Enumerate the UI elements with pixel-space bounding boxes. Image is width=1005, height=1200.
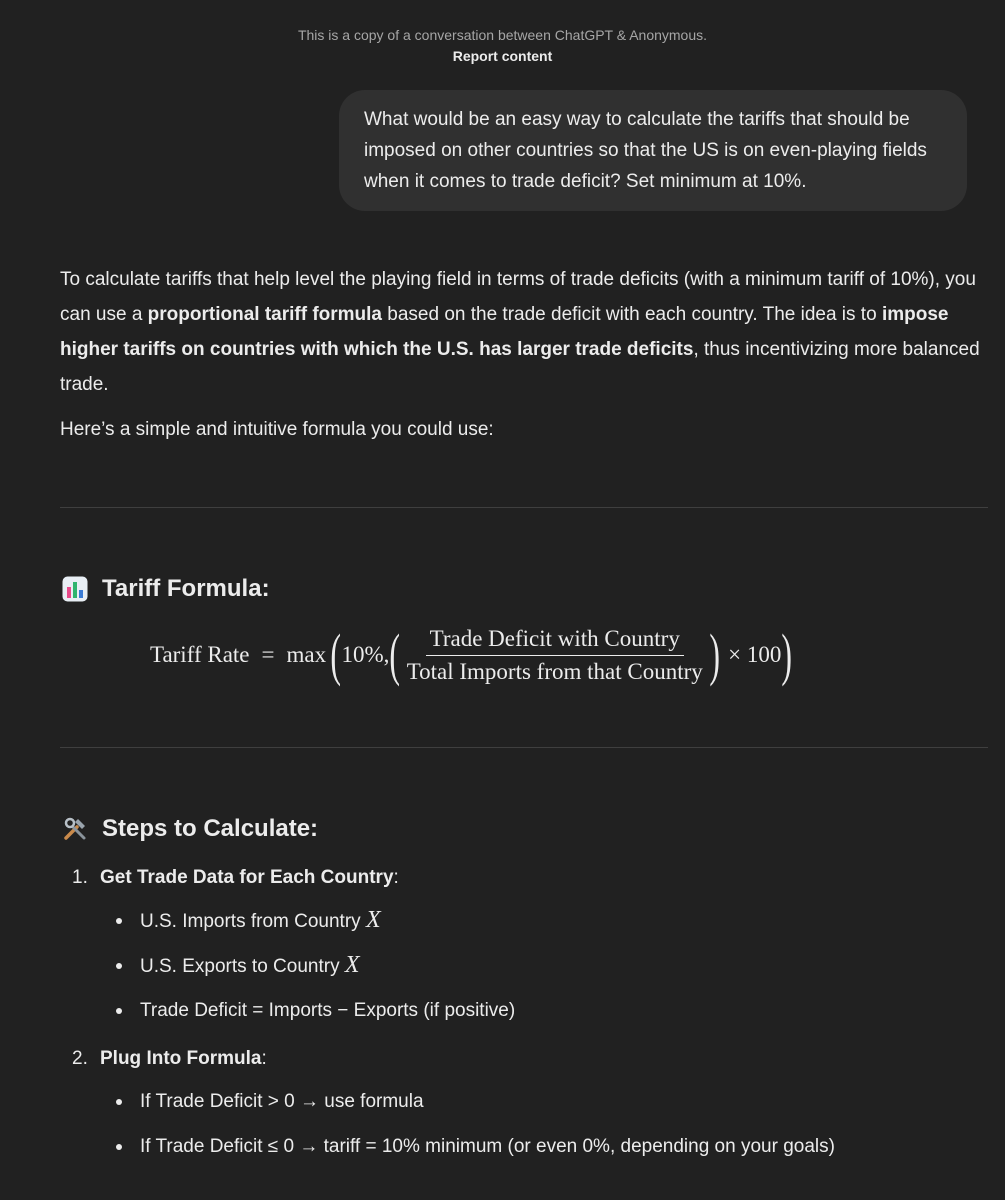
math-variable: X [344,952,360,978]
section-divider [60,747,988,748]
intro-bold-text: impose higher tariffs on countries with which the U.S. has larger trade deficits [60,304,949,360]
formula-max: max [286,642,327,667]
list-item [72,1079,992,1124]
intro-text: To calculate tariffs that help level the playing field in terms of trade deficits (with a minimum tariff of 10%), you can use a [60,269,976,325]
formula-denominator: Total Imports from that Country [406,658,703,684]
formula-open-paren-inner: ( [389,622,401,687]
steps-heading-text: Steps to Calculate: [102,815,319,842]
report-content-link[interactable]: Report content [452,48,553,64]
formula-heading [62,575,270,603]
bullet-text: Trade Deficit = Imports − Exports (if positive) [140,1000,516,1021]
user-message-line: imposed on other countries so that the US is on even-playing fields [364,140,927,161]
bullet-text: If Trade Deficit ≤ 0 → tariff = 10% minimum (or even 0%, depending on your goals) [140,1136,835,1157]
step-number: 1. [72,867,88,888]
step-title-suffix: : [261,1048,267,1069]
assistant-intro [60,262,990,447]
bullet-text: If Trade Deficit > 0 → use formula [140,1091,424,1112]
step-item [72,1039,992,1079]
step-title: Plug Into Formula [100,1048,262,1069]
tools-icon [62,816,88,842]
intro-paragraph-2: Here’s a simple and intuitive formula you could use: [60,419,494,440]
formula-fraction [403,626,707,685]
list-item [72,943,992,988]
bullet-text: U.S. Exports to Country [140,956,345,977]
formula-equals: = [261,642,275,667]
bullet-text: U.S. Imports from Country [140,911,366,932]
steps-list [72,858,992,1169]
user-message-line: when it comes to trade deficit? Set minimum at 10%. [364,171,807,192]
shared-conversation-header [0,26,1005,66]
formula-heading-text: Tariff Formula: [102,575,270,602]
intro-text: based on the trade deficit with each country. The idea is to [382,304,882,325]
formula-times: × 100 [728,642,782,667]
formula-close-paren-inner: ) [709,622,720,687]
formula-lhs: Tariff Rate [150,642,250,667]
step-title: Get Trade Data for Each Country [100,867,394,888]
step-item [72,858,992,898]
step-number: 2. [72,1048,88,1069]
steps-heading [62,815,318,843]
list-item [72,1124,992,1169]
intro-text: , thus incentivizing more balanced trade. [60,339,980,395]
user-message-bubble [339,90,967,211]
user-message-line: What would be an easy way to calculate the tariffs that should be [364,109,910,130]
step-title-suffix: : [393,867,399,888]
bar-chart-icon [62,576,88,602]
list-item [72,988,992,1033]
formula-numerator: Trade Deficit with Country [426,626,684,656]
tariff-formula [150,615,793,695]
formula-close-paren: ) [781,622,793,687]
intro-bold-text: proportional tariff formula [147,304,382,325]
formula-min-value: 10%, [341,642,390,667]
intro-paragraph [60,262,990,402]
list-item [72,898,992,943]
copy-notice: This is a copy of a conversation between ChatGPT & Anonymous. [297,27,708,43]
math-variable: X [365,907,381,933]
formula-open-paren: ( [330,622,342,687]
section-divider [60,507,988,508]
